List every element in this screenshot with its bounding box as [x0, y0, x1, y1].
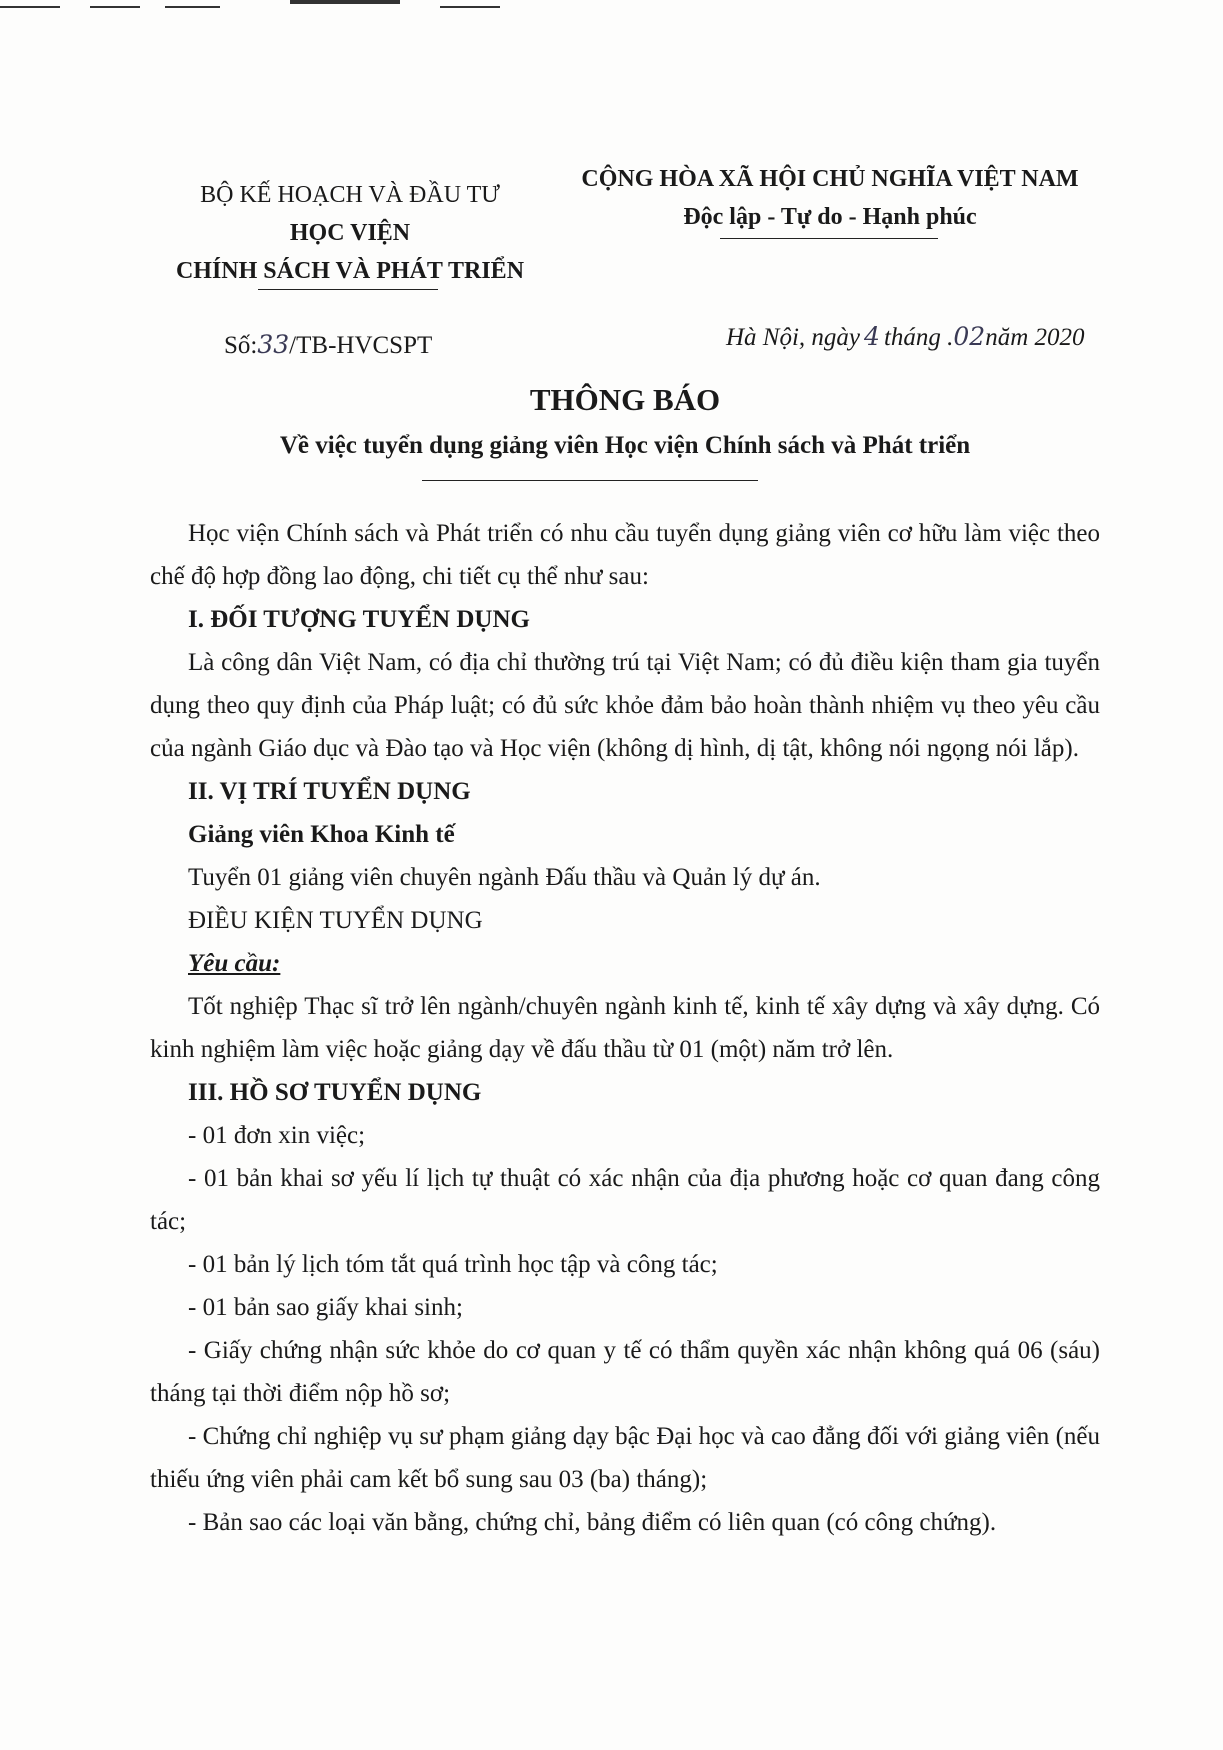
section-2-requirements: Tốt nghiệp Thạc sĩ trở lên ngành/chuyên ngành kinh tế, kinh tế xây dựng và xây dựng. Có kinh nghiệm làm việc hoặc giảng dạy về đấu thầu từ 01 (một) năm trở lên.: [150, 993, 1100, 1063]
section-1-heading: I. ĐỐI TƯỢNG TUYỂN DỤNG: [188, 606, 530, 633]
document-title: THÔNG BÁO: [529, 382, 721, 417]
institute-name-line2: CHÍNH SÁCH VÀ PHÁT TRIỂN: [175, 258, 525, 284]
document-number: [224, 330, 432, 360]
section-3-item: - Bản sao các loại văn bằng, chứng chỉ, bảng điểm có liên quan (có công chứng).: [188, 1509, 997, 1536]
header-right: [555, 160, 1105, 236]
section-3-item: - 01 bản khai sơ yếu lí lịch tự thuật có xác nhận của địa phương hoặc cơ quan đang công tác;: [150, 1165, 1100, 1235]
section-2-requirements-label: Yêu cầu:: [188, 950, 281, 977]
date-day-handwritten: 4: [864, 322, 880, 351]
section-2-conditions-label: ĐIỀU KIỆN TUYỂN DỤNG: [188, 907, 483, 934]
section-1-text: Là công dân Việt Nam, có địa chỉ thường trú tại Việt Nam; có đủ điều kiện tham gia tuyển dụng theo quy định của Pháp luật; có đủ sức khỏe đảm bảo hoàn thành nhiệm vụ theo yêu cầu của ngành Giáo dục và Đào tạo và Học viện (không dị hình, dị tật, không nói ngọng nói lắp).: [150, 649, 1100, 762]
date-month-label: tháng: [883, 324, 941, 351]
section-3-item: - Chứng chỉ nghiệp vụ sư phạm giảng dạy bậc Đại học và cao đẳng đối với giảng viên (nếu thiếu ứng viên phải cam kết bổ sung sau 03 (ba) tháng);: [150, 1423, 1100, 1493]
section-3-item: - 01 đơn xin việc;: [188, 1122, 366, 1149]
document-subtitle: Về việc tuyển dụng giảng viên Học viện Chính sách và Phát triển: [279, 432, 971, 459]
doc-number-prefix: Số:: [224, 332, 258, 359]
header-left-rule: [258, 289, 438, 290]
document-date: Hà Nội, ngày 4 tháng .02năm 2020: [726, 322, 1085, 351]
intro-paragraph: Học viện Chính sách và Phát triển có nhu cầu tuyển dụng giảng viên cơ hữu làm việc theo chế độ hợp đồng lao động, chi tiết cụ thể như sau:: [150, 520, 1100, 590]
scan-artifact-line: [90, 6, 140, 8]
scan-artifact-line: [0, 6, 60, 8]
scan-artifact-line: [290, 0, 400, 4]
subtitle-rule: [422, 480, 758, 481]
document-body: [150, 512, 1100, 1544]
doc-number-handwritten: 33: [257, 330, 290, 359]
section-3-heading: III. HỒ SƠ TUYỂN DỤNG: [188, 1079, 482, 1106]
scan-artifact-line: [440, 6, 500, 8]
section-2-heading: II. VỊ TRÍ TUYỂN DỤNG: [188, 778, 471, 805]
section-3-item: - 01 bản lý lịch tóm tắt quá trình học tập và công tác;: [188, 1251, 718, 1278]
section-3-item: - Giấy chứng nhận sức khỏe do cơ quan y tế có thẩm quyền xác nhận không quá 06 (sáu) tháng tại thời điểm nộp hồ sơ;: [150, 1337, 1100, 1407]
national-motto: Độc lập - Tự do - Hạnh phúc: [683, 204, 977, 230]
date-month-handwritten: 02: [953, 322, 986, 351]
country-name: CỘNG HÒA XÃ HỘI CHỦ NGHĨA VIỆT NAM: [581, 166, 1079, 192]
ministry-name: BỘ KẾ HOẠCH VÀ ĐẦU TƯ: [200, 182, 500, 208]
section-2-position: Tuyển 01 giảng viên chuyên ngành Đấu thầu và Quản lý dự án.: [188, 864, 821, 891]
header-left: [150, 176, 550, 290]
doc-number-suffix: /TB-HVCSPT: [289, 332, 433, 359]
institute-name-line1: HỌC VIỆN: [289, 220, 411, 246]
section-2-subheading: Giảng viên Khoa Kinh tế: [188, 821, 455, 848]
date-year: năm 2020: [985, 324, 1085, 351]
section-3-item: - 01 bản sao giấy khai sinh;: [188, 1294, 463, 1321]
date-place: Hà Nội, ngày: [726, 324, 861, 351]
scan-artifact-line: [165, 6, 220, 8]
header-right-rule: [720, 238, 938, 239]
